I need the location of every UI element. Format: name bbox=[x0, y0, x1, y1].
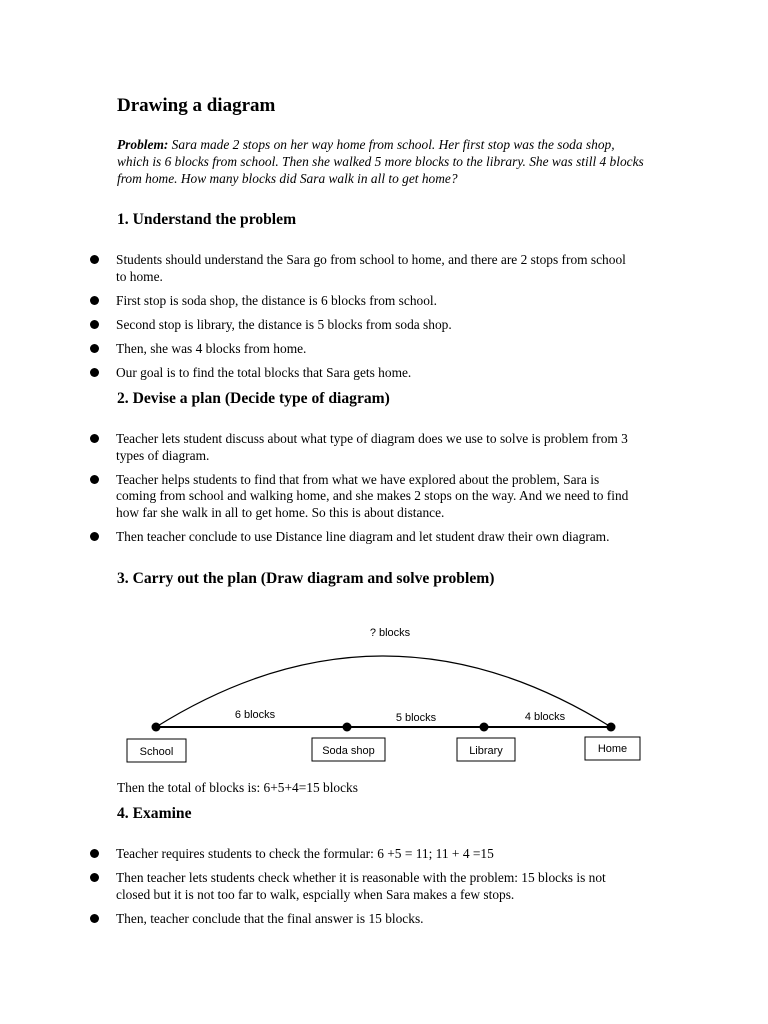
problem-statement bbox=[117, 136, 647, 187]
bullet-list-examine bbox=[0, 846, 636, 935]
stop-label-school: School bbox=[139, 746, 174, 758]
bullet-dot bbox=[90, 255, 99, 264]
bullet-list-plan bbox=[0, 431, 636, 553]
bullet-list-understand bbox=[0, 252, 636, 389]
bullet-dot bbox=[90, 434, 99, 443]
segment-label-soda-library: 5 blocks bbox=[395, 712, 437, 724]
list-item: Then teacher conclude to use Distance line diagram and let student draw their own diagram. bbox=[0, 529, 636, 546]
section-heading-understand: 1. Understand the problem bbox=[117, 211, 297, 228]
list-item: First stop is soda shop, the distance is 6 blocks from school. bbox=[0, 293, 636, 310]
section-heading-carry-out: 3. Carry out the plan (Draw diagram and solve problem) bbox=[117, 570, 495, 587]
list-item: Second stop is library, the distance is 5 blocks from soda shop. bbox=[0, 317, 636, 334]
bullet-dot bbox=[90, 320, 99, 329]
section-heading-examine: 4. Examine bbox=[117, 805, 192, 822]
bullet-dot bbox=[90, 849, 99, 858]
list-item: Then, she was 4 blocks from home. bbox=[0, 341, 636, 358]
school-point bbox=[152, 723, 161, 732]
bullet-dot bbox=[90, 475, 99, 484]
page-title: Drawing a diagram bbox=[117, 95, 276, 116]
list-item: Teacher helps students to find that from what we have explored about the problem, Sara is coming from school and walking home, and she makes 2 stops on the way. And we need to find how far she walk in all to get home. So this is about distance. bbox=[0, 472, 636, 522]
total-result: Then the total of blocks is: 6+5+4=15 blocks bbox=[117, 780, 358, 795]
list-item: Then teacher lets students check whether it is reasonable with the problem: 15 blocks is not closed but it is not too far to walk, espcially when Sara makes a few stops. bbox=[0, 870, 636, 903]
distance-line-diagram bbox=[0, 610, 768, 775]
list-item: Our goal is to find the total blocks that Sara gets home. bbox=[0, 365, 636, 382]
bullet-dot bbox=[90, 368, 99, 377]
soda-shop-point bbox=[343, 723, 352, 732]
stop-label-home: Home bbox=[597, 743, 628, 755]
list-item: Teacher lets student discuss about what type of diagram does we use to solve is problem from 3 types of diagram. bbox=[0, 431, 636, 464]
library-point bbox=[480, 723, 489, 732]
segment-label-school-soda: 6 blocks bbox=[234, 709, 276, 721]
problem-text: Sara made 2 stops on her way home from school. Her first stop was the soda shop, which is 6 blocks from school. Then she walked 5 more blocks to the library. She was still 4 blocks from home. How many blocks did Sara walk in all to get home? bbox=[117, 137, 644, 186]
stop-label-soda-shop: Soda shop bbox=[322, 745, 375, 757]
problem-label: Problem: bbox=[117, 137, 169, 152]
list-item: Teacher requires students to check the formular: 6 +5 = 11; 11 + 4 =15 bbox=[0, 846, 636, 863]
section-heading-plan: 2. Devise a plan (Decide type of diagram) bbox=[117, 390, 390, 407]
home-point bbox=[607, 723, 616, 732]
bullet-dot bbox=[90, 914, 99, 923]
bullet-dot bbox=[90, 344, 99, 353]
list-item: Then, teacher conclude that the final answer is 15 blocks. bbox=[0, 911, 636, 928]
bullet-dot bbox=[90, 873, 99, 882]
bullet-dot bbox=[90, 296, 99, 305]
stop-label-library: Library bbox=[469, 745, 503, 757]
bullet-dot bbox=[90, 532, 99, 541]
total-distance-label: ? blocks bbox=[369, 627, 411, 639]
segment-label-library-home: 4 blocks bbox=[524, 711, 566, 723]
list-item: Students should understand the Sara go from school to home, and there are 2 stops from school to home. bbox=[0, 252, 636, 285]
